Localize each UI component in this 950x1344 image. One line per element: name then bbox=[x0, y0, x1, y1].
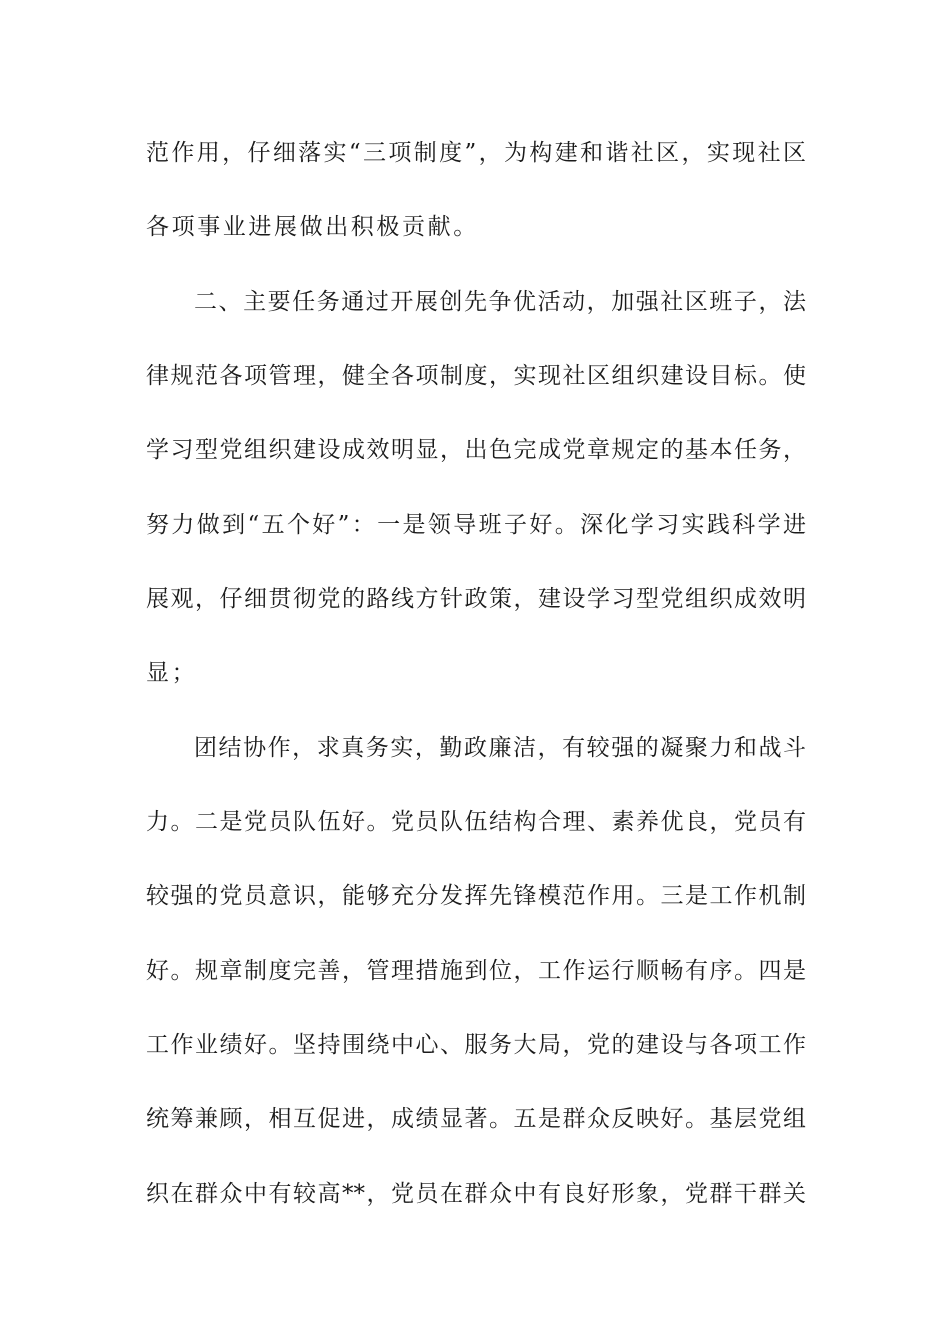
text-line-4: 律规范各项管理，健全各项制度，实现社区组织建设目标。使 bbox=[146, 363, 806, 389]
text-line-3: 二、主要任务通过开展创先争优活动，加强社区班子，法 bbox=[194, 289, 806, 315]
text-line-6: 努力做到“五个好”：一是领导班子好。深化学习实践科学进 bbox=[146, 512, 806, 538]
text-line-9: 团结协作，求真务实，勤政廉洁，有较强的凝聚力和战斗 bbox=[194, 735, 806, 761]
text-line-15: 织在群众中有较高**，党员在群众中有良好形象，党群干群关 bbox=[146, 1181, 806, 1207]
text-line-11: 较强的党员意识，能够充分发挥先锋模范作用。三是工作机制 bbox=[146, 883, 806, 909]
text-line-12: 好。规章制度完善，管理措施到位，工作运行顺畅有序。四是 bbox=[146, 958, 806, 984]
text-line-14: 统筹兼顾，相互促进，成绩显著。五是群众反映好。基层党组 bbox=[146, 1106, 806, 1132]
text-line-2: 各项事业进展做出积极贡献。 bbox=[146, 214, 479, 240]
text-line-7: 展观，仔细贯彻党的路线方针政策，建设学习型党组织成效明 bbox=[146, 586, 806, 612]
text-line-13: 工作业绩好。坚持围绕中心、服务大局，党的建设与各项工作 bbox=[146, 1032, 806, 1058]
text-line-5: 学习型党组织建设成效明显，出色完成党章规定的基本任务， bbox=[146, 437, 806, 463]
text-line-8: 显； bbox=[146, 660, 198, 686]
text-line-1: 范作用，仔细落实“三项制度”，为构建和谐社区，实现社区 bbox=[146, 140, 806, 166]
text-line-10: 力。二是党员队伍好。党员队伍结构合理、素养优良，党员有 bbox=[146, 809, 806, 835]
